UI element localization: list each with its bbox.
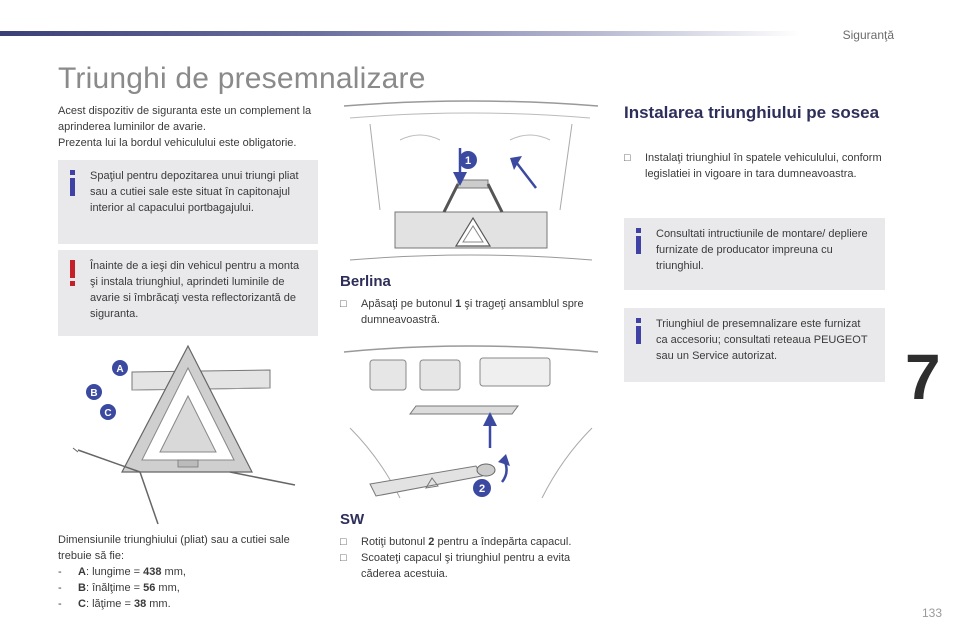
intro-line-2: Prezenta lui la bordul vehiculului este obligatorie. xyxy=(58,137,297,149)
berlina-step-text-end: şi trageţi ansamblul spre dumneavoastră. xyxy=(361,298,584,326)
sw-step-2-text: Scoateţi capacul şi triunghiul pentru a evita căderea acestuia. xyxy=(361,552,571,580)
bullet-marker-icon: □ xyxy=(624,152,631,164)
page-title: Triunghi de presemnalizare xyxy=(58,62,426,95)
berlina-illustration xyxy=(340,100,602,265)
info-box-accessory xyxy=(624,308,885,382)
dimension-row-a xyxy=(58,564,323,580)
callout-1-label: 1 xyxy=(464,155,472,167)
dimension-dash: - xyxy=(58,566,62,578)
info-icon xyxy=(636,228,641,254)
bullet-marker-icon: □ xyxy=(340,298,347,310)
dimension-value: 38 xyxy=(133,598,147,610)
dimension-unit: mm. xyxy=(146,598,171,610)
dimension-label: : înălţime = xyxy=(85,582,144,594)
install-heading: Instalarea triunghiului pe sosea xyxy=(624,103,880,122)
info-box-accessory-text: Triunghiul de presemnalizare este furnizat ca accesoriu; consultati reteaua PEUGEOT sau un Service autorizat. xyxy=(656,318,868,362)
dimension-unit: mm, xyxy=(155,582,180,594)
dimension-value: 56 xyxy=(143,582,156,594)
intro-line-1: Acest dispozitiv de siguranta este un complement la aprinderea luminilor de avarie. xyxy=(58,105,312,133)
dimensions-block xyxy=(58,532,323,612)
warning-box xyxy=(58,250,318,336)
callout-b-label: B xyxy=(90,388,98,399)
dimension-label: : lăţime = xyxy=(85,598,134,610)
berlina-step-text: Apăsaţi pe butonul xyxy=(361,298,456,310)
info-box-mounting-text: Consultati intructiunile de montare/ depliere furnizate de producator impreuna cu triunghiul. xyxy=(656,228,868,272)
dimension-label: : lungime = xyxy=(85,566,144,578)
dimension-row-c xyxy=(58,596,323,612)
dimension-dash: - xyxy=(58,598,62,610)
callout-c-label: C xyxy=(104,408,112,419)
sw-step-1-number: 2 xyxy=(428,536,435,548)
dimension-value: 438 xyxy=(143,566,162,578)
install-step-text: Instalaţi triunghiul în spatele vehiculului, conform legislatiei in vigoare in tara dumneavoastra. xyxy=(645,152,882,180)
warning-icon xyxy=(70,260,75,286)
info-icon xyxy=(70,170,75,196)
sw-step-1-text-end: pentru a îndepărta capacul. xyxy=(434,536,572,548)
bullet-marker-icon: □ xyxy=(340,552,347,564)
callout-a-label: A xyxy=(116,364,124,375)
sw-illustration xyxy=(340,338,602,503)
info-box-mounting xyxy=(624,218,885,290)
header-gradient-bar xyxy=(0,31,800,36)
dimension-key: B xyxy=(78,582,86,594)
intro-text xyxy=(58,103,323,151)
dimension-key: A xyxy=(78,566,86,578)
callout-2-label: 2 xyxy=(478,483,486,495)
sw-heading: SW xyxy=(340,511,365,528)
sw-step-1-text: Rotiţi butonul xyxy=(361,536,429,548)
page-number: 133 xyxy=(921,606,942,620)
info-box-storage-text: Spaţiul pentru depozitarea unui triungi pliat sau a cutiei sale este situat în capitonajul interior al capacului portbagajului. xyxy=(90,170,299,214)
berlina-step-number: 1 xyxy=(455,298,462,310)
section-label: Siguranţă xyxy=(842,28,894,42)
info-icon xyxy=(636,318,641,344)
dimension-dash: - xyxy=(58,582,62,594)
dimension-unit: mm, xyxy=(161,566,186,578)
dimensions-intro: Dimensiunile triunghiului (pliat) sau a cutiei sale trebuie să fie: xyxy=(58,534,290,562)
info-box-storage xyxy=(58,160,318,244)
berlina-heading: Berlina xyxy=(340,273,391,290)
dimension-row-b xyxy=(58,580,323,596)
chapter-number: 7 xyxy=(905,341,941,413)
warning-box-text: Înainte de a ieşi din vehicul pentru a monta şi instala triunghiul, aprindeti luminile de avarie si îmbrăcaţi vesta reflectorizantă de siguranta. xyxy=(90,260,300,320)
triangle-illustration xyxy=(70,340,310,530)
bullet-marker-icon: □ xyxy=(340,536,347,548)
dimension-key: C xyxy=(78,598,86,610)
